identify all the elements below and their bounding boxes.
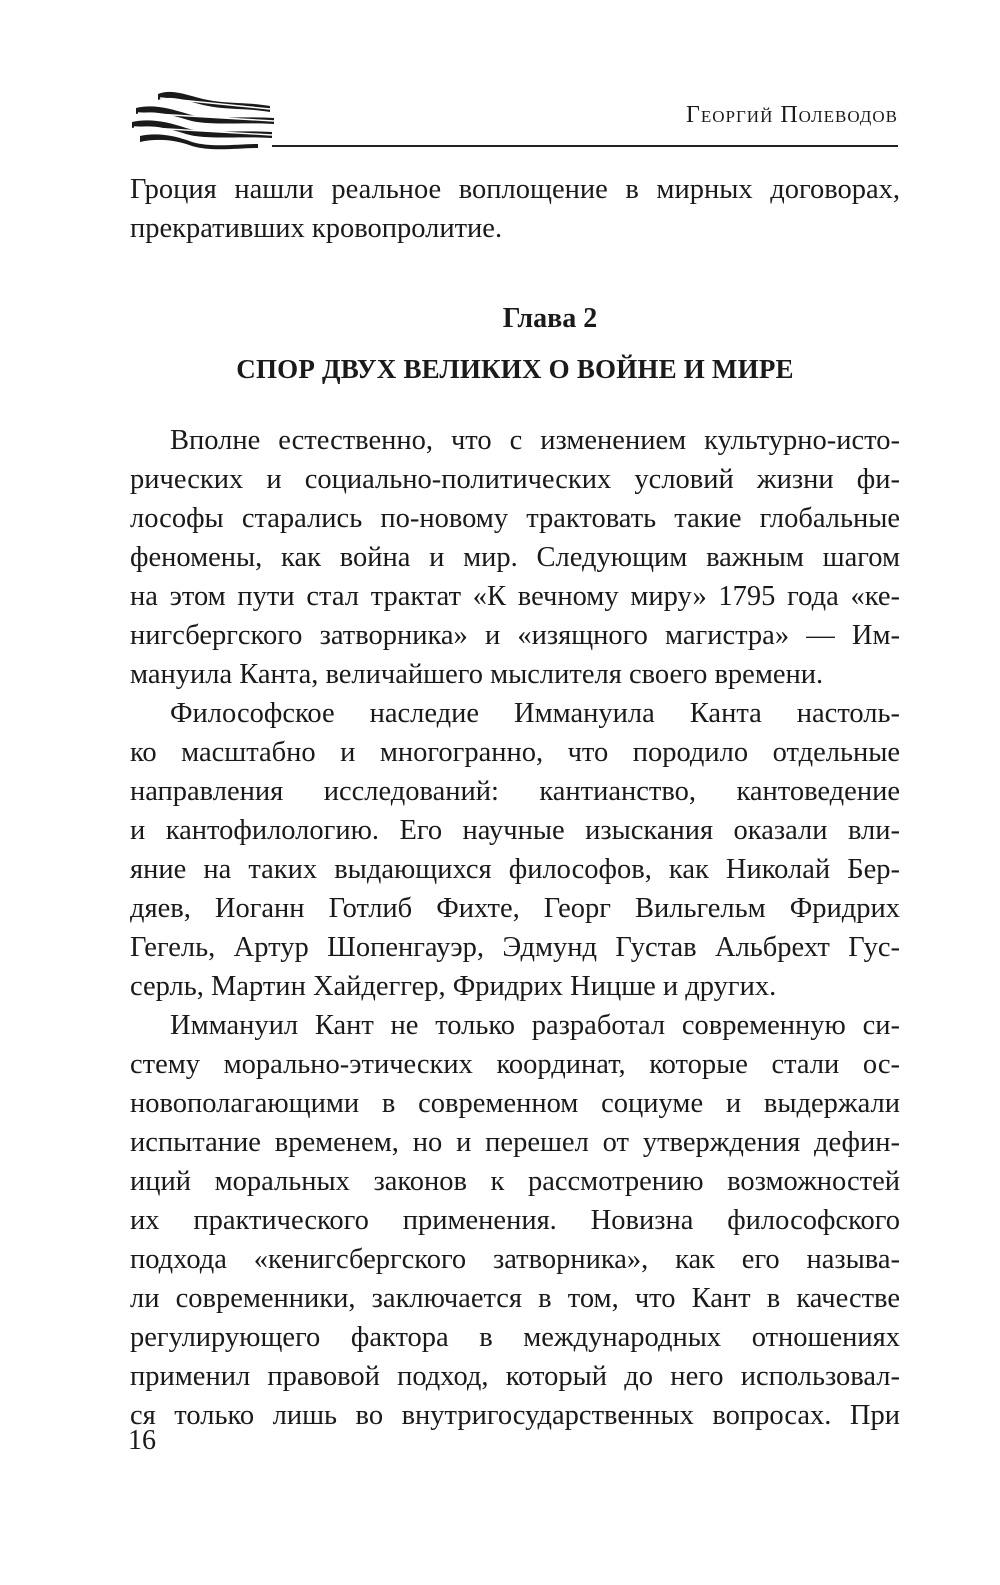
text-line: новополагающими в современном социуме и выдержали: [130, 1088, 900, 1119]
text-line: Вполне естественно, что с изменением культурно-исто-: [170, 425, 900, 456]
text-line: и кантофилологию. Его научные изыскания оказали вли-: [130, 815, 900, 846]
text-line: Философское наследие Иммануила Канта настоль-: [170, 698, 900, 729]
text-line: яние на таких выдающихся философов, как Николай Бер-: [130, 854, 900, 885]
text-line: серль, Мартин Хайдеггер, Фридрих Ницше и других.: [130, 971, 777, 1002]
text-line: на этом пути стал трактат «К вечному миру» 1795 года «ке-: [130, 581, 900, 612]
text-line: испытание временем, но и перешел от утверждения дефин-: [130, 1127, 900, 1158]
text-line: их практического применения. Новизна философского: [130, 1205, 900, 1236]
text-line: ся только лишь во внутригосударственных вопросах. При: [130, 1400, 900, 1431]
chapter-label: Глава 2: [502, 303, 598, 334]
author-name: Георгий Полеводов: [685, 102, 898, 128]
text-line: подхода «кенигсбергского затворника», как его называ-: [130, 1244, 900, 1275]
text-line: направления исследований: кантианство, кантоведение: [130, 776, 900, 807]
text-line: Гегель, Артур Шопенгауэр, Эдмунд Густав Альбрехт Гус-: [130, 932, 900, 963]
text-line: регулирующего фактора в международных отношениях: [130, 1322, 900, 1353]
text-line: применил правовой подход, который до него использовал-: [130, 1361, 900, 1392]
paragraph: [130, 170, 900, 248]
text-line: иций моральных законов к рассмотрению возможностей: [130, 1166, 900, 1197]
page-number: 16: [128, 1425, 156, 1456]
paragraph: [130, 1006, 900, 1435]
paragraph: [130, 421, 900, 694]
page-content: [130, 170, 900, 1435]
header-rule: [272, 145, 898, 147]
text-line: мануила Канта, величайшего мыслителя своего времени.: [130, 659, 824, 690]
text-line: нигсбергского затворника» и «изящного магистра» — Им-: [130, 620, 900, 651]
text-line: прекративших кровопролитие.: [130, 213, 503, 244]
text-line: феномены, как война и мир. Следующим важным шагом: [130, 542, 900, 573]
text-line: Гроция нашли реальное воплощение в мирных договорах,: [130, 174, 900, 205]
running-header: [128, 82, 898, 152]
chapter-title: СПОР ДВУХ ВЕЛИКИХ О ВОЙНЕ И МИРЕ: [236, 354, 794, 384]
flag-ornament-icon: [128, 86, 278, 150]
paragraph: [130, 694, 900, 1006]
text-line: Иммануил Кант не только разработал современную си-: [170, 1010, 900, 1041]
text-line: рических и социально-политических условий жизни фи-: [130, 464, 900, 495]
text-line: стему морально-этических координат, которые стали ос-: [130, 1049, 900, 1080]
text-line: ли современники, заключается в том, что Кант в качестве: [130, 1283, 900, 1314]
text-line: лософы старались по-новому трактовать такие глобальные: [130, 503, 900, 534]
text-line: дяев, Иоганн Готлиб Фихте, Георг Вильгельм Фридрих: [130, 893, 900, 924]
text-line: ко масштабно и многогранно, что породило отдельные: [130, 737, 900, 768]
